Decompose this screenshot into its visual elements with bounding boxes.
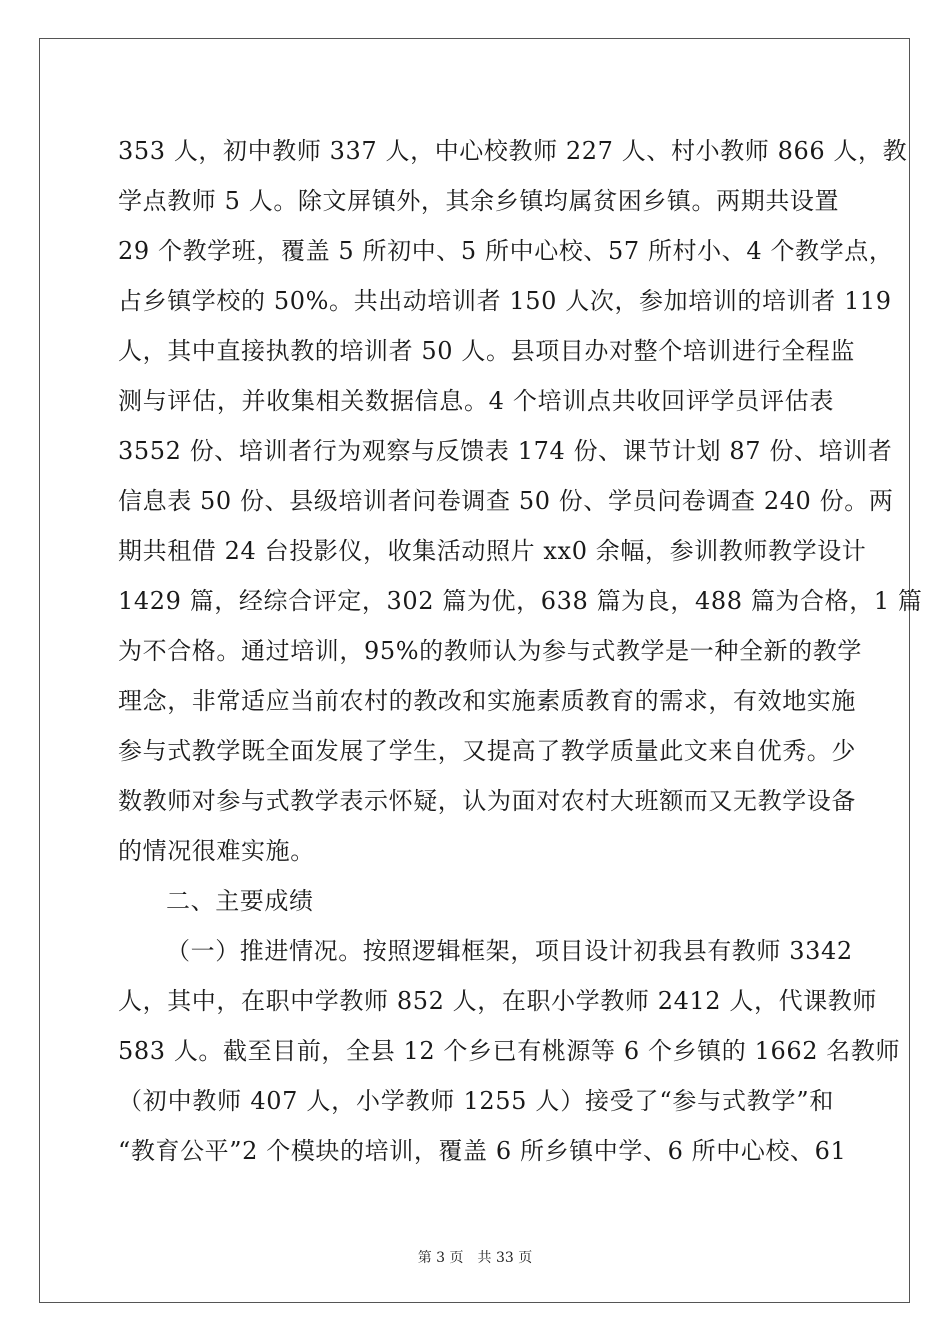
paragraph-line: 信息表 50 份、县级培训者问卷调查 50 份、学员问卷调查 240 份。两 [118, 487, 894, 515]
paragraph-line: 理念，非常适应当前农村的教改和实施素质教育的需求，有效地实施 [118, 687, 856, 715]
page-number: 第 3 页 [417, 1250, 464, 1266]
paragraph-line: 测与评估，并收集相关数据信息。4 个培训点共收回评学员评估表 [118, 387, 834, 415]
paragraph-line: （一）推进情况。按照逻辑框架，项目设计初我县有教师 3342 [166, 937, 853, 965]
paragraph-line: 人，其中，在职中学教师 852 人，在职小学教师 2412 人，代课教师 [118, 987, 878, 1015]
paragraph-line: “教育公平”2 个模块的培训，覆盖 6 所乡镇中学、6 所中心校、61 [118, 1137, 847, 1165]
paragraph-line: 3552 份、培训者行为观察与反馈表 174 份、课节计划 87 份、培训者 [118, 437, 893, 465]
paragraph-line: 583 人。截至目前，全县 12 个乡已有桃源等 6 个乡镇的 1662 名教师 [118, 1037, 901, 1065]
paragraph-line: 学点教师 5 人。除文屏镇外，其余乡镇均属贫困乡镇。两期共设置 [118, 187, 840, 215]
paragraph-line: 1429 篇，经综合评定，302 篇为优，638 篇为良，488 篇为合格，1 篇 [118, 587, 923, 615]
page-footer [0, 1247, 950, 1267]
document-body [118, 126, 923, 1176]
paragraph-line: 期共租借 24 台投影仪，收集活动照片 xx0 余幅，参训教师教学设计 [118, 537, 867, 565]
page-total: 共 33 页 [477, 1250, 533, 1266]
paragraph-line: 数教师对参与式教学表示怀疑，认为面对农村大班额而又无教学设备 [118, 787, 856, 815]
section-heading: 二、主要成绩 [166, 887, 314, 915]
paragraph-line: 的情况很难实施。 [118, 837, 315, 865]
paragraph-line: 人，其中直接执教的培训者 50 人。县项目办对整个培训进行全程监 [118, 337, 855, 365]
paragraph-line: 353 人，初中教师 337 人，中心校教师 227 人、村小教师 866 人，教 [118, 137, 908, 165]
paragraph-line: 29 个教学班，覆盖 5 所初中、5 所中心校、57 所村小、4 个教学点， [118, 237, 894, 265]
paragraph-line: 占乡镇学校的 50%。共出动培训者 150 人次，参加培训的培训者 119 [118, 287, 892, 315]
paragraph-line: （初中教师 407 人，小学教师 1255 人）接受了“参与式教学”和 [118, 1087, 834, 1115]
paragraph-line: 参与式教学既全面发展了学生，又提高了教学质量此文来自优秀。少 [118, 737, 856, 765]
paragraph-line: 为不合格。通过培训，95%的教师认为参与式教学是一种全新的教学 [118, 637, 862, 665]
